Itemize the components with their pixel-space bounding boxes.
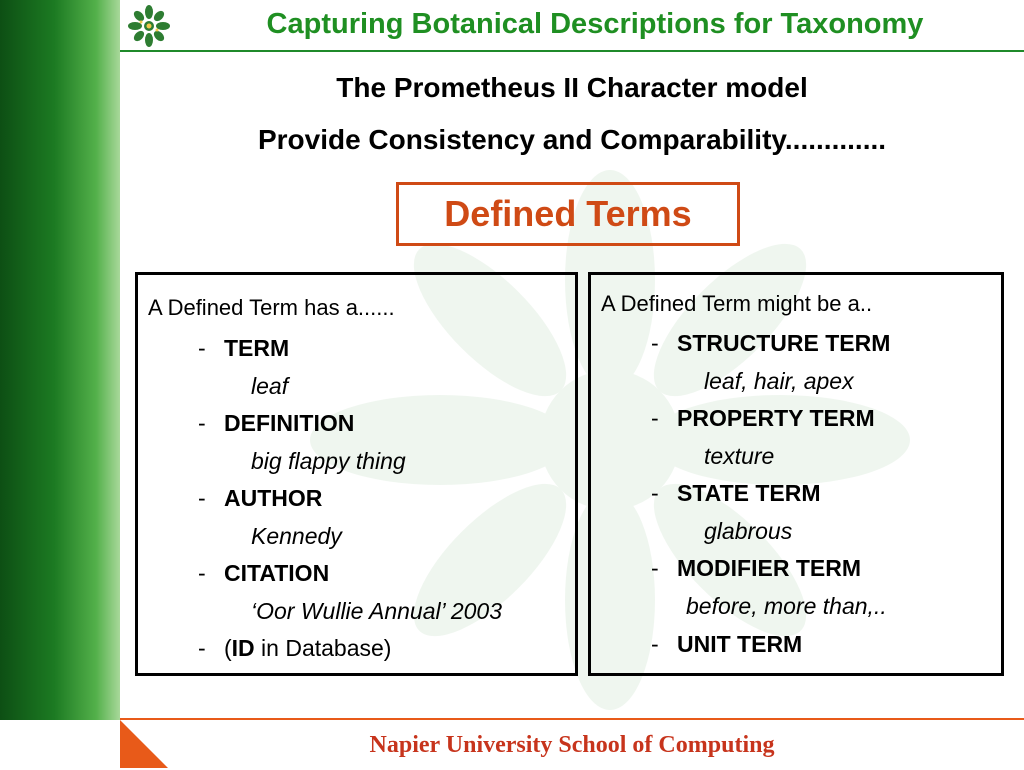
definition-example: big flappy thing bbox=[251, 448, 406, 474]
left-panel-intro: A Defined Term has a...... bbox=[148, 295, 395, 320]
slide-title: Capturing Botanical Descriptions for Taxonomy bbox=[266, 8, 924, 40]
list-item: - STATE TERM bbox=[651, 480, 821, 506]
state-term-example: glabrous bbox=[704, 518, 793, 544]
list-item: - DEFINITION bbox=[198, 410, 355, 436]
term-label: TERM bbox=[224, 335, 290, 361]
citation-label: CITATION bbox=[224, 560, 330, 586]
defined-terms-heading: Defined Terms bbox=[396, 182, 740, 246]
modifier-term-label: MODIFIER TERM bbox=[677, 555, 861, 581]
list-item: - PROPERTY TERM bbox=[651, 405, 875, 431]
property-term-example: texture bbox=[704, 443, 775, 469]
definition-label: DEFINITION bbox=[224, 410, 355, 436]
header-divider bbox=[120, 50, 1024, 52]
list-item: - TERM bbox=[198, 335, 290, 361]
list-item: - AUTHOR bbox=[198, 485, 323, 511]
list-item: - MODIFIER TERM bbox=[651, 555, 861, 581]
unit-term-label: UNIT TERM bbox=[677, 631, 803, 657]
state-term-label: STATE TERM bbox=[677, 480, 821, 506]
defined-term-attributes-panel bbox=[135, 272, 578, 676]
term-example: leaf bbox=[251, 373, 289, 399]
right-panel-intro: A Defined Term might be a.. bbox=[601, 291, 873, 316]
subtitle-consistency: Provide Consistency and Comparability............. bbox=[257, 124, 887, 155]
citation-example: ‘Oor Wullie Annual’ 2003 bbox=[251, 598, 503, 624]
list-item: - UNIT TERM bbox=[651, 631, 803, 657]
footer-bar bbox=[120, 718, 1024, 770]
green-sidebar bbox=[0, 0, 120, 768]
subtitle-model: The Prometheus II Character model bbox=[336, 72, 808, 103]
defined-term-types-panel bbox=[588, 272, 1004, 676]
structure-term-example: leaf, hair, apex bbox=[704, 368, 854, 394]
id-label: ID bbox=[231, 635, 255, 661]
botanical-flower-logo-icon bbox=[125, 2, 173, 50]
sidebar-footer-gap bbox=[0, 720, 120, 768]
list-item: - CITATION bbox=[198, 560, 330, 586]
structure-term-label: STRUCTURE TERM bbox=[677, 330, 891, 356]
list-item: - STRUCTURE TERM bbox=[651, 330, 891, 356]
author-label: AUTHOR bbox=[224, 485, 323, 511]
author-example: Kennedy bbox=[251, 523, 342, 549]
list-item: - (ID in Database) bbox=[198, 635, 392, 661]
footer-text: Napier University School of Computing bbox=[369, 732, 775, 758]
modifier-term-example: before, more than,.. bbox=[686, 593, 887, 619]
property-term-label: PROPERTY TERM bbox=[677, 405, 875, 431]
